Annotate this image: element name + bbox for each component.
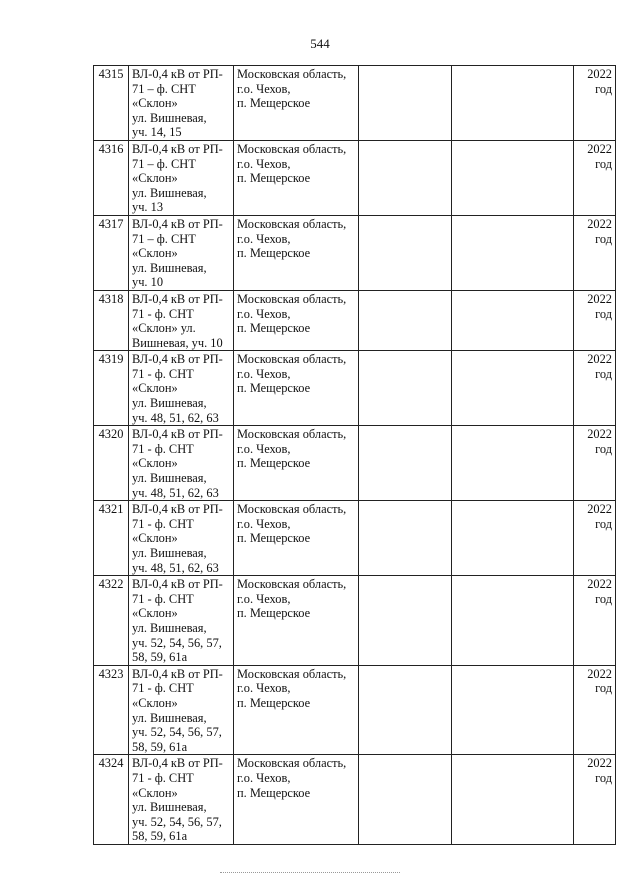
table-row bbox=[94, 426, 616, 501]
object-address: Московская область, г.о. Чехов, п. Мещерское bbox=[234, 66, 359, 141]
object-name: ВЛ-0,4 кВ от РП- 71 - ф. СНТ «Склон» ул. Вишневая, уч. 52, 54, 56, 57, 58, 59, 61а bbox=[129, 665, 234, 755]
year-cell: 2022 год bbox=[574, 501, 616, 576]
table-row bbox=[94, 755, 616, 845]
object-name: ВЛ-0,4 кВ от РП- 71 - ф. СНТ «Склон» ул. Вишневая, уч. 52, 54, 56, 57, 58, 59, 61а bbox=[129, 755, 234, 845]
year-cell: 2022 год bbox=[574, 665, 616, 755]
object-address: Московская область, г.о. Чехов, п. Мещерское bbox=[234, 351, 359, 426]
year-cell: 2022 год bbox=[574, 290, 616, 350]
row-number: 4316 bbox=[94, 140, 129, 215]
empty-cell bbox=[359, 66, 452, 141]
table-row bbox=[94, 290, 616, 350]
object-name: ВЛ-0,4 кВ от РП- 71 - ф. СНТ «Склон» ул. Вишневая, уч. 10 bbox=[129, 290, 234, 350]
empty-cell bbox=[452, 501, 574, 576]
year-cell: 2022 год bbox=[574, 215, 616, 290]
registry-table bbox=[93, 65, 616, 845]
object-address: Московская область, г.о. Чехов, п. Мещерское bbox=[234, 576, 359, 666]
empty-cell bbox=[359, 351, 452, 426]
year-cell: 2022 год bbox=[574, 66, 616, 141]
table-row bbox=[94, 215, 616, 290]
empty-cell bbox=[452, 576, 574, 666]
object-address: Московская область, г.о. Чехов, п. Мещерское bbox=[234, 426, 359, 501]
footer-divider bbox=[220, 872, 400, 873]
empty-cell bbox=[359, 140, 452, 215]
object-name: ВЛ-0,4 кВ от РП- 71 - ф. СНТ «Склон» ул. Вишневая, уч. 48, 51, 62, 63 bbox=[129, 426, 234, 501]
table-row bbox=[94, 66, 616, 141]
table-row bbox=[94, 576, 616, 666]
object-name: ВЛ-0,4 кВ от РП- 71 – ф. СНТ «Склон» ул. Вишневая, уч. 10 bbox=[129, 215, 234, 290]
row-number: 4321 bbox=[94, 501, 129, 576]
year-cell: 2022 год bbox=[574, 140, 616, 215]
empty-cell bbox=[452, 755, 574, 845]
empty-cell bbox=[452, 665, 574, 755]
empty-cell bbox=[359, 215, 452, 290]
object-address: Московская область, г.о. Чехов, п. Мещерское bbox=[234, 755, 359, 845]
object-address: Московская область, г.о. Чехов, п. Мещерское bbox=[234, 140, 359, 215]
row-number: 4323 bbox=[94, 665, 129, 755]
empty-cell bbox=[452, 351, 574, 426]
object-name: ВЛ-0,4 кВ от РП- 71 - ф. СНТ «Склон» ул. Вишневая, уч. 48, 51, 62, 63 bbox=[129, 501, 234, 576]
year-cell: 2022 год bbox=[574, 576, 616, 666]
year-cell: 2022 год bbox=[574, 755, 616, 845]
object-address: Московская область, г.о. Чехов, п. Мещерское bbox=[234, 501, 359, 576]
empty-cell bbox=[452, 215, 574, 290]
empty-cell bbox=[359, 576, 452, 666]
object-address: Московская область, г.о. Чехов, п. Мещерское bbox=[234, 665, 359, 755]
row-number: 4318 bbox=[94, 290, 129, 350]
year-cell: 2022 год bbox=[574, 426, 616, 501]
empty-cell bbox=[359, 501, 452, 576]
empty-cell bbox=[359, 665, 452, 755]
object-name: ВЛ-0,4 кВ от РП- 71 – ф. СНТ «Склон» ул. Вишневая, уч. 13 bbox=[129, 140, 234, 215]
row-number: 4317 bbox=[94, 215, 129, 290]
object-address: Московская область, г.о. Чехов, п. Мещерское bbox=[234, 290, 359, 350]
object-name: ВЛ-0,4 кВ от РП- 71 - ф. СНТ «Склон» ул. Вишневая, уч. 48, 51, 62, 63 bbox=[129, 351, 234, 426]
empty-cell bbox=[452, 140, 574, 215]
table-row bbox=[94, 140, 616, 215]
row-number: 4315 bbox=[94, 66, 129, 141]
object-address: Московская область, г.о. Чехов, п. Мещерское bbox=[234, 215, 359, 290]
table-row bbox=[94, 665, 616, 755]
table-row bbox=[94, 351, 616, 426]
empty-cell bbox=[359, 426, 452, 501]
object-name: ВЛ-0,4 кВ от РП- 71 – ф. СНТ «Склон» ул. Вишневая, уч. 14, 15 bbox=[129, 66, 234, 141]
year-cell: 2022 год bbox=[574, 351, 616, 426]
page-number: 544 bbox=[310, 36, 330, 51]
empty-cell bbox=[359, 755, 452, 845]
empty-cell bbox=[452, 66, 574, 141]
object-name: ВЛ-0,4 кВ от РП- 71 - ф. СНТ «Склон» ул. Вишневая, уч. 52, 54, 56, 57, 58, 59, 61а bbox=[129, 576, 234, 666]
row-number: 4322 bbox=[94, 576, 129, 666]
empty-cell bbox=[452, 426, 574, 501]
empty-cell bbox=[359, 290, 452, 350]
empty-cell bbox=[452, 290, 574, 350]
table-row bbox=[94, 501, 616, 576]
row-number: 4319 bbox=[94, 351, 129, 426]
row-number: 4320 bbox=[94, 426, 129, 501]
row-number: 4324 bbox=[94, 755, 129, 845]
